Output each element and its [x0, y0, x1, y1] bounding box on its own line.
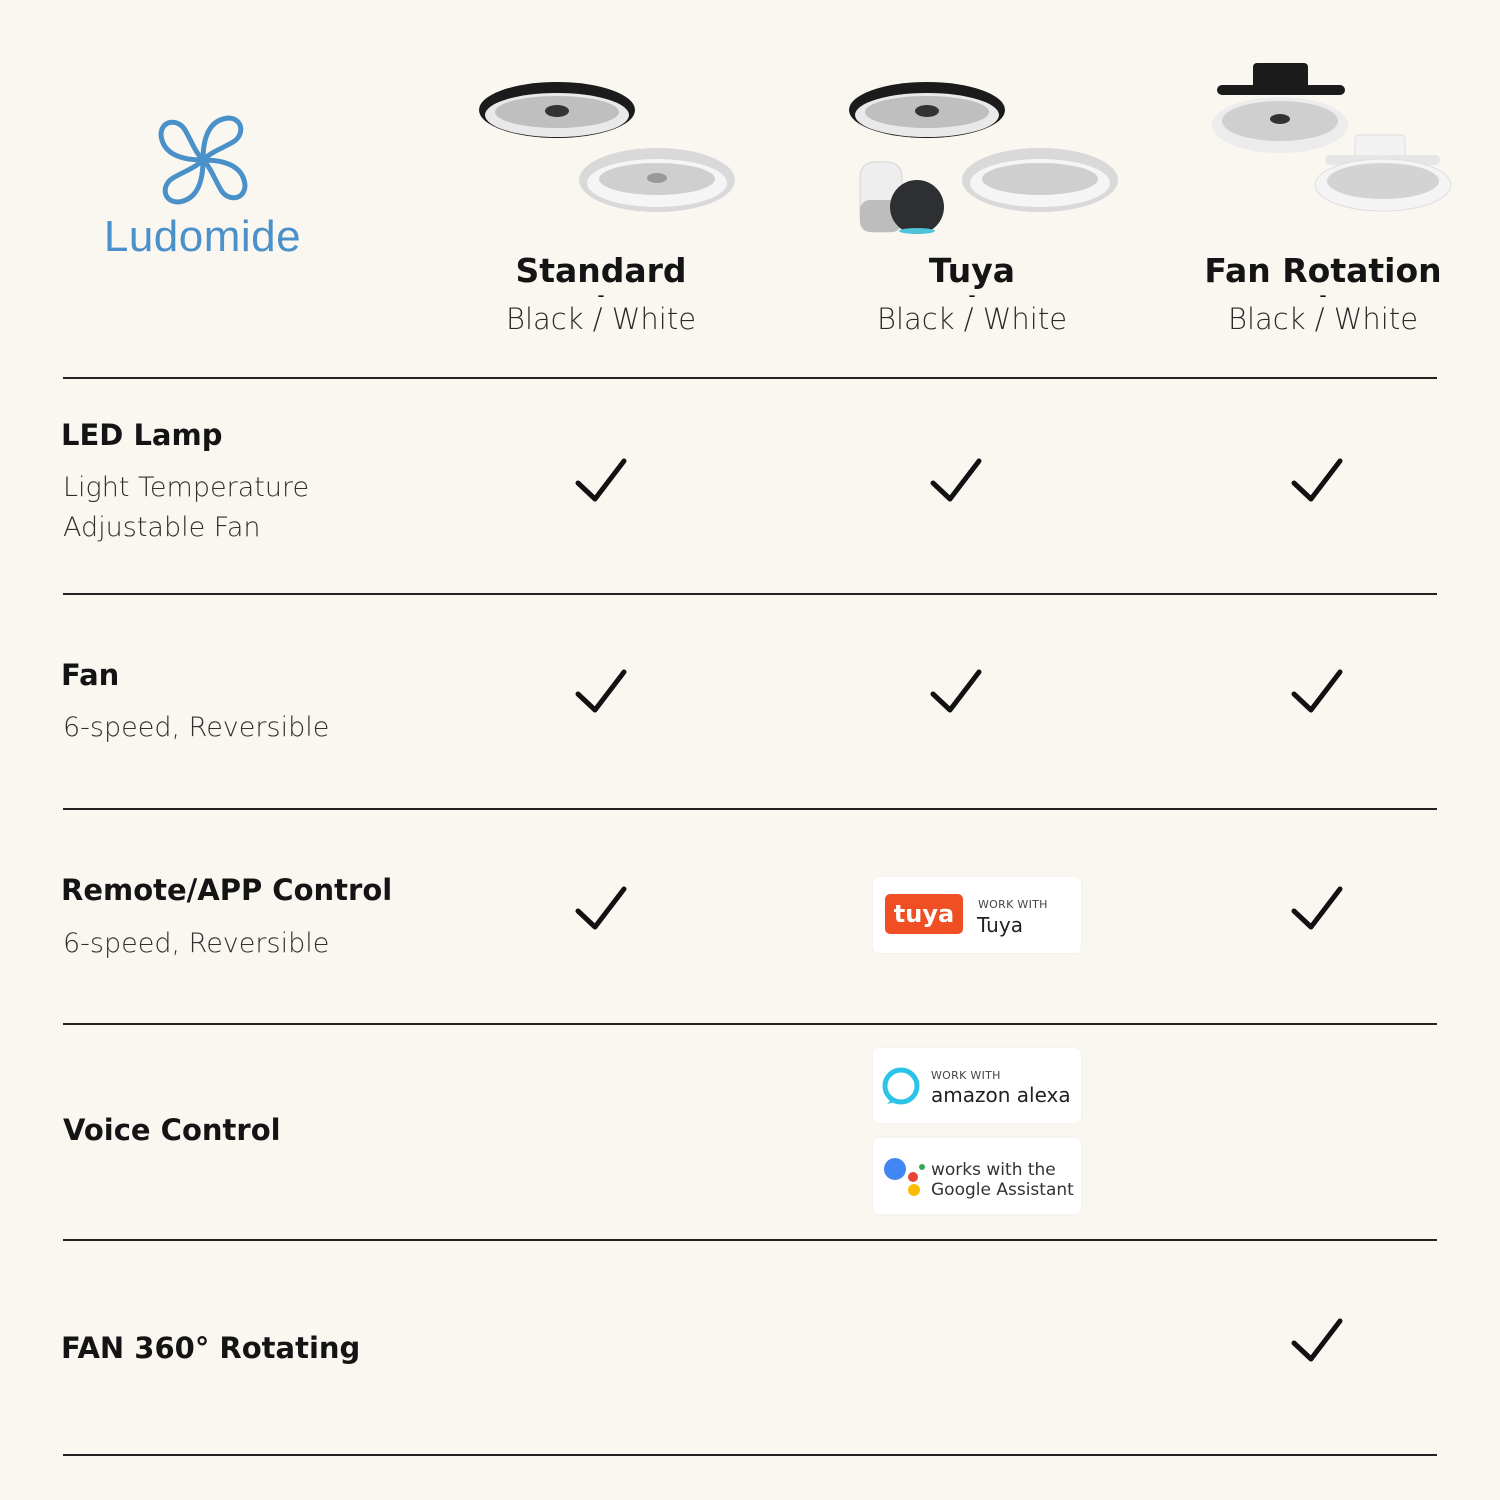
tuya-caption: WORK WITH [978, 898, 1048, 911]
check-icon [928, 457, 984, 505]
check-icon [573, 885, 629, 933]
check-icon [573, 668, 629, 716]
column-title: Fan Rotation [1204, 251, 1442, 290]
alexa-badge [873, 1048, 1081, 1123]
row-desc-line: 6-speed, Reversible [63, 712, 330, 743]
google-assistant-badge [873, 1138, 1081, 1214]
ceiling-fan-pair-with-smart-speakers-image [845, 65, 1125, 240]
alexa-name: amazon alexa [931, 1083, 1071, 1107]
row-desc-line: Light Temperature [63, 472, 310, 503]
column-variants: Black / White [505, 302, 697, 336]
divider [63, 1023, 1437, 1025]
column-title: Tuya [928, 251, 1016, 290]
column-header-fan-rotation [1173, 251, 1473, 339]
rotating-ceiling-fan-pair-image [1205, 55, 1460, 220]
check-icon [573, 457, 629, 505]
check-icon [1289, 885, 1345, 933]
row-title-voice-control: Voice Control [63, 1113, 281, 1147]
check-icon [1289, 1317, 1345, 1365]
column-variants: Black / White [1227, 302, 1419, 336]
tuya-name: Tuya [977, 913, 1023, 937]
divider [63, 808, 1437, 810]
divider [63, 593, 1437, 595]
brand-logo [95, 110, 310, 262]
alexa-icon [881, 1066, 921, 1106]
row-title-remote-app-control: Remote/APP Control [61, 873, 393, 907]
column-variants: Black / White [876, 302, 1068, 336]
fan-blade-icon [153, 110, 253, 210]
column-separator: - [968, 283, 976, 307]
brand-name: Ludomide [103, 212, 302, 261]
row-title-fan-360-rotating: FAN 360° Rotating [61, 1331, 361, 1365]
check-icon [928, 668, 984, 716]
column-separator: - [1319, 283, 1327, 307]
ceiling-fan-pair-image [475, 65, 740, 225]
divider [63, 1239, 1437, 1241]
tuya-logo: tuya [885, 894, 963, 934]
tuya-badge [873, 877, 1081, 953]
alexa-caption: WORK WITH [931, 1069, 1001, 1082]
check-icon [1289, 668, 1345, 716]
google-line1: works with the [931, 1160, 1056, 1180]
column-header-tuya [822, 251, 1122, 339]
row-title-led-lamp: LED Lamp [61, 418, 223, 452]
divider [63, 1454, 1437, 1456]
check-icon [1289, 457, 1345, 505]
row-desc-line: Adjustable Fan [63, 512, 261, 543]
column-header-standard [451, 251, 751, 339]
row-title-fan: Fan [61, 658, 120, 692]
column-title: Standard [515, 251, 687, 290]
divider [63, 377, 1437, 379]
google-assistant-icon [882, 1155, 928, 1199]
google-line2: Google Assistant [931, 1180, 1074, 1200]
row-desc-line: 6-speed, Reversible [63, 928, 330, 959]
column-separator: - [597, 283, 605, 307]
